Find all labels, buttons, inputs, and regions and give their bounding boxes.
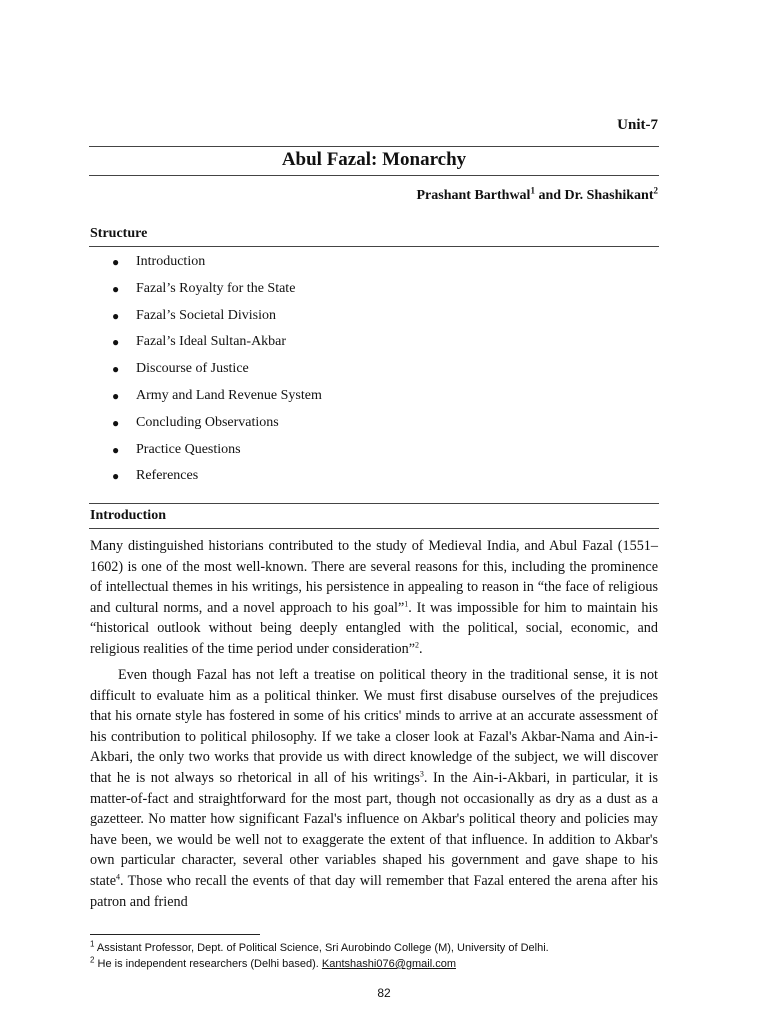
- bullet-icon: ●: [112, 308, 120, 323]
- author-1: Prashant Barthwal: [416, 188, 531, 203]
- footnote-separator: [90, 934, 260, 935]
- list-item: [112, 279, 322, 306]
- list-item-label: Introduction: [136, 254, 206, 269]
- structure-heading: Structure: [90, 226, 148, 241]
- bullet-icon: ●: [112, 281, 120, 296]
- list-item: [112, 252, 322, 279]
- author-1-footnote-ref[interactable]: 1: [530, 185, 535, 196]
- paragraph-text: . It was impossible for him to maintain his “historical outlook without being deeply entangled with the political, social, economic, and religious realities of the time period under consideration”: [90, 599, 658, 657]
- unit-label: Unit-7: [617, 117, 658, 133]
- bullet-icon: ●: [112, 469, 120, 484]
- author-2: and Dr. Shashikant: [534, 188, 654, 203]
- list-item-label: Army and Land Revenue System: [136, 387, 322, 403]
- list-item-label: Fazal’s Ideal Sultan-Akbar: [136, 334, 287, 350]
- author-2-footnote-ref[interactable]: 2: [653, 185, 658, 196]
- title-rule-top: [89, 146, 659, 147]
- introduction-heading: Introduction: [90, 508, 166, 523]
- authors-line: [416, 185, 659, 204]
- list-item: [112, 440, 322, 467]
- footnote-ref[interactable]: 2: [415, 640, 420, 650]
- email-link[interactable]: Kantshashi076@gmail.com: [321, 958, 456, 970]
- footnote-text: Assistant Professor, Dept. of Political Science, Sri Aurobindo College (M), University of Delhi.: [94, 942, 549, 954]
- bullet-icon: ●: [112, 415, 120, 430]
- list-item: [112, 413, 322, 440]
- list-item: [112, 466, 322, 493]
- footnote-text: He is independent researchers (Delhi based).: [94, 958, 322, 970]
- list-item: [112, 332, 322, 359]
- bullet-icon: ●: [112, 335, 120, 350]
- introduction-paragraph-2: [90, 665, 658, 912]
- page-title: Abul Fazal: Monarchy: [281, 149, 467, 170]
- list-item-label: Concluding Observations: [136, 414, 279, 430]
- bullet-icon: ●: [112, 442, 120, 457]
- footnote-2: [90, 956, 549, 972]
- list-item: [112, 306, 322, 333]
- paragraph-text: .: [419, 640, 423, 657]
- introduction-paragraph-1: [90, 536, 658, 660]
- structure-rule: [89, 246, 659, 247]
- footnote-ref[interactable]: 4: [116, 872, 120, 882]
- paragraph-text: Many distinguished historians contributed to the study of Medieval India, and Abul Fazal (1551–1602) is one of the most well-known. There are several reasons for this, including the prominence of intellectual themes in his writings, his persistence in appealing to reason in “the face of religious and cultural norms, and a novel approach to his goal”: [90, 538, 658, 616]
- footnote-ref[interactable]: 3: [419, 769, 424, 779]
- footnote-ref[interactable]: 1: [404, 599, 409, 609]
- bullet-icon: ●: [112, 255, 120, 269]
- list-item-label: Discourse of Justice: [136, 361, 249, 377]
- introduction-rule-top: [89, 503, 659, 504]
- paragraph-text: Even though Fazal has not left a treatise on political theory in the traditional sense, it is not difficult to evaluate him as a political thinker. We must first disabuse ourselves of the prejudices that his ornate style has fostered in some of his critics' minds to arrive at an accurate assessment of his contribution to political philosophy. If we take a closer look at Fazal's Akbar-Nama and Ain-i-Akbari, the only two works that provide us with direct knowledge of the subject, we will discover that he is not always so rhetorical in all of his writings: [90, 667, 658, 786]
- paragraph-text: . Those who recall the events of that day will remember that Fazal entered the arena after his patron and friend: [90, 872, 658, 910]
- title-rule-bottom: [89, 175, 659, 176]
- list-item: [112, 359, 322, 386]
- page-number: 82: [377, 986, 391, 1000]
- footnotes: [90, 940, 549, 972]
- list-item: [112, 386, 322, 413]
- list-item-label: References: [136, 468, 199, 484]
- list-item-label: Practice Questions: [136, 441, 241, 457]
- structure-list: [112, 252, 322, 493]
- bullet-icon: ●: [112, 388, 120, 403]
- footnote-number: 1: [90, 939, 95, 949]
- footnote-1: [90, 940, 549, 956]
- paragraph-text: . In the Ain-i-Akbari, in particular, it is matter-of-fact and straightforward for the most part, though not occasionally as dry as a dust as a gazetteer. No matter how significant Fazal's influence on Akbar's political theory and policies may have been, we would be well not to exaggerate the extent of that influence. In addition to Akbar's own particular character, several other variables shaped his government and gave shape to his state: [90, 769, 659, 889]
- footnote-number: 2: [90, 955, 95, 965]
- list-item-label: Fazal’s Royalty for the State: [136, 280, 296, 296]
- list-item-label: Fazal’s Societal Division: [136, 307, 276, 323]
- introduction-rule-bottom: [89, 528, 659, 529]
- bullet-icon: ●: [112, 362, 120, 377]
